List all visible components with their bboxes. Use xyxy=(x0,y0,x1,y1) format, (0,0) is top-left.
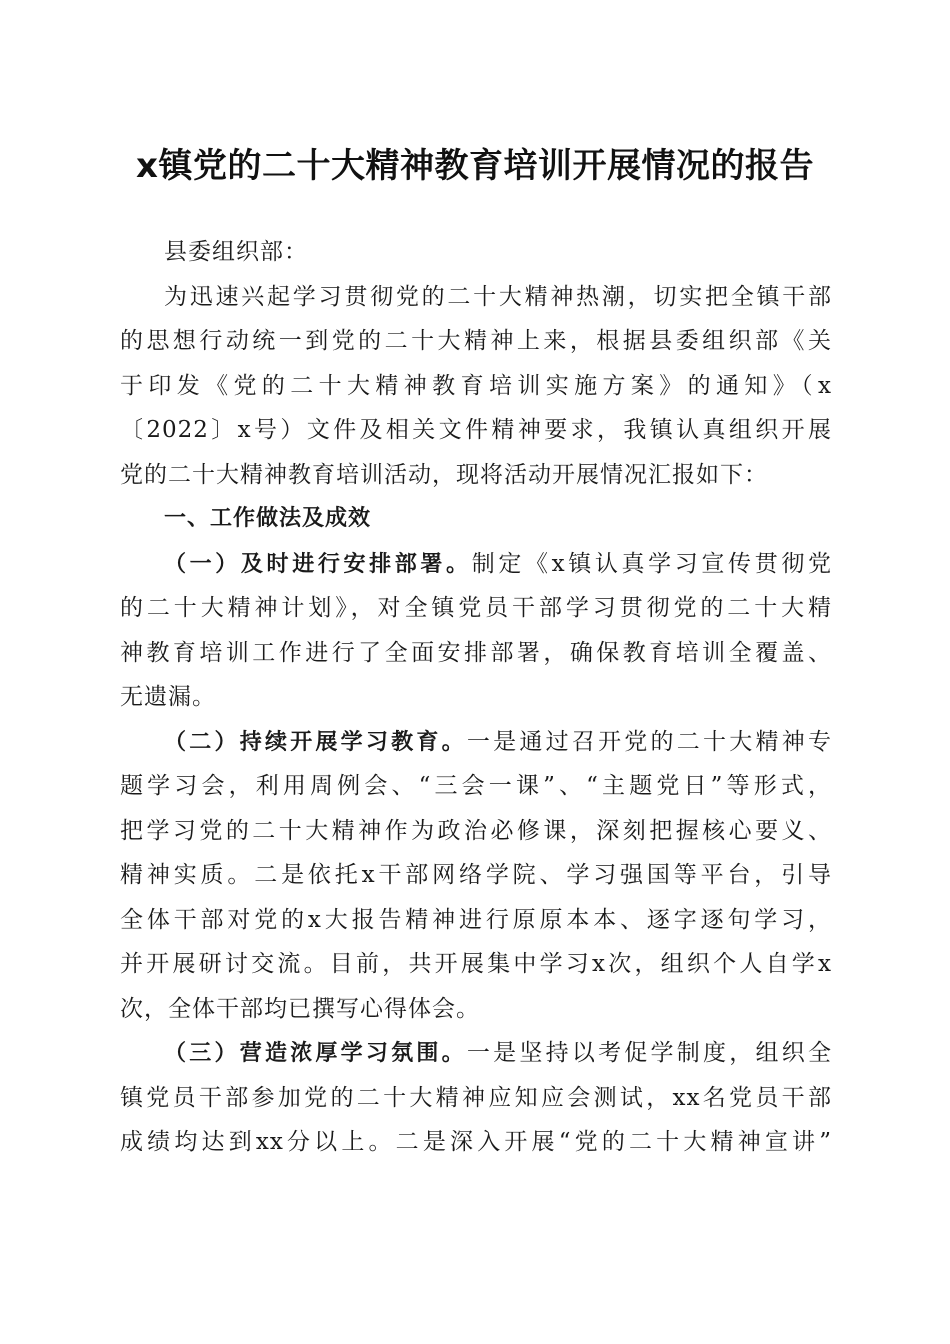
item2-first-line-rest: 一是通过召开党的二十大精神专 xyxy=(466,728,832,755)
item2-line: 题学习会，利用周例会、“三会一课”、“主题党日”等形式， xyxy=(120,773,832,799)
item1-line: 无遗漏。 xyxy=(120,684,216,710)
intro-line: 的思想行动统一到党的二十大精神上来，根据县委组织部《关 xyxy=(120,328,832,354)
item1-first-line-rest: 制定《x镇认真学习宣传贯彻党 xyxy=(471,550,832,577)
item2-lead: （二）持续开展学习教育。 xyxy=(164,729,467,755)
item3-first-line xyxy=(120,1031,832,1076)
intro-line: 〔2022〕x号）文件及相关文件精神要求，我镇认真组织开展 xyxy=(120,417,832,443)
item2-line: 次，全体干部均已撰写心得体会。 xyxy=(120,995,480,1022)
item3-line: 成绩均达到xx分以上。二是深入开展“党的二十大精神宣讲” xyxy=(120,1129,832,1155)
item3-lead: （三）营造浓厚学习氛围。 xyxy=(164,1041,467,1066)
intro-line: 为迅速兴起学习贯彻党的二十大精神热潮，切实把全镇干部 xyxy=(164,283,832,310)
item3-first-line-rest: 一是坚持以考促学制度，组织全 xyxy=(466,1040,832,1066)
section-heading: 一、工作做法及成效 xyxy=(164,506,372,531)
item1-line: 神教育培训工作进行了全面安排部署，确保教育培训全覆盖、 xyxy=(120,639,832,666)
intro-line: 于印发《党的二十大精神教育培训实施方案》的通知》（x xyxy=(120,372,832,399)
item1-first-line xyxy=(120,542,832,587)
item1-lead: （一）及时进行安排部署。 xyxy=(164,551,472,577)
item3-line: 镇党员干部参加党的二十大精神应知应会测试，xx名党员干部 xyxy=(120,1084,832,1111)
item2-line: 把学习党的二十大精神作为政治必修课，深刻把握核心要义、 xyxy=(120,817,832,844)
item1-line: 的二十大精神计划》，对全镇党员干部学习贯彻党的二十大精 xyxy=(120,595,832,621)
item2-line: 并开展研讨交流。目前，共开展集中学习x次，组织个人自学x xyxy=(120,951,832,977)
intro-line: 党的二十大精神教育培训活动，现将活动开展情况汇报如下： xyxy=(120,461,768,488)
document-title: x镇党的二十大精神教育培训开展情况的报告 xyxy=(136,146,814,186)
item2-line: 精神实质。二是依托x干部网络学院、学习强国等平台，引导 xyxy=(120,862,832,888)
item2-first-line xyxy=(120,720,832,765)
salutation: 县委组织部： xyxy=(164,239,308,265)
document-body xyxy=(120,230,832,1165)
item2-line: 全体干部对党的x大报告精神进行原原本本、逐字逐句学习， xyxy=(120,906,832,933)
